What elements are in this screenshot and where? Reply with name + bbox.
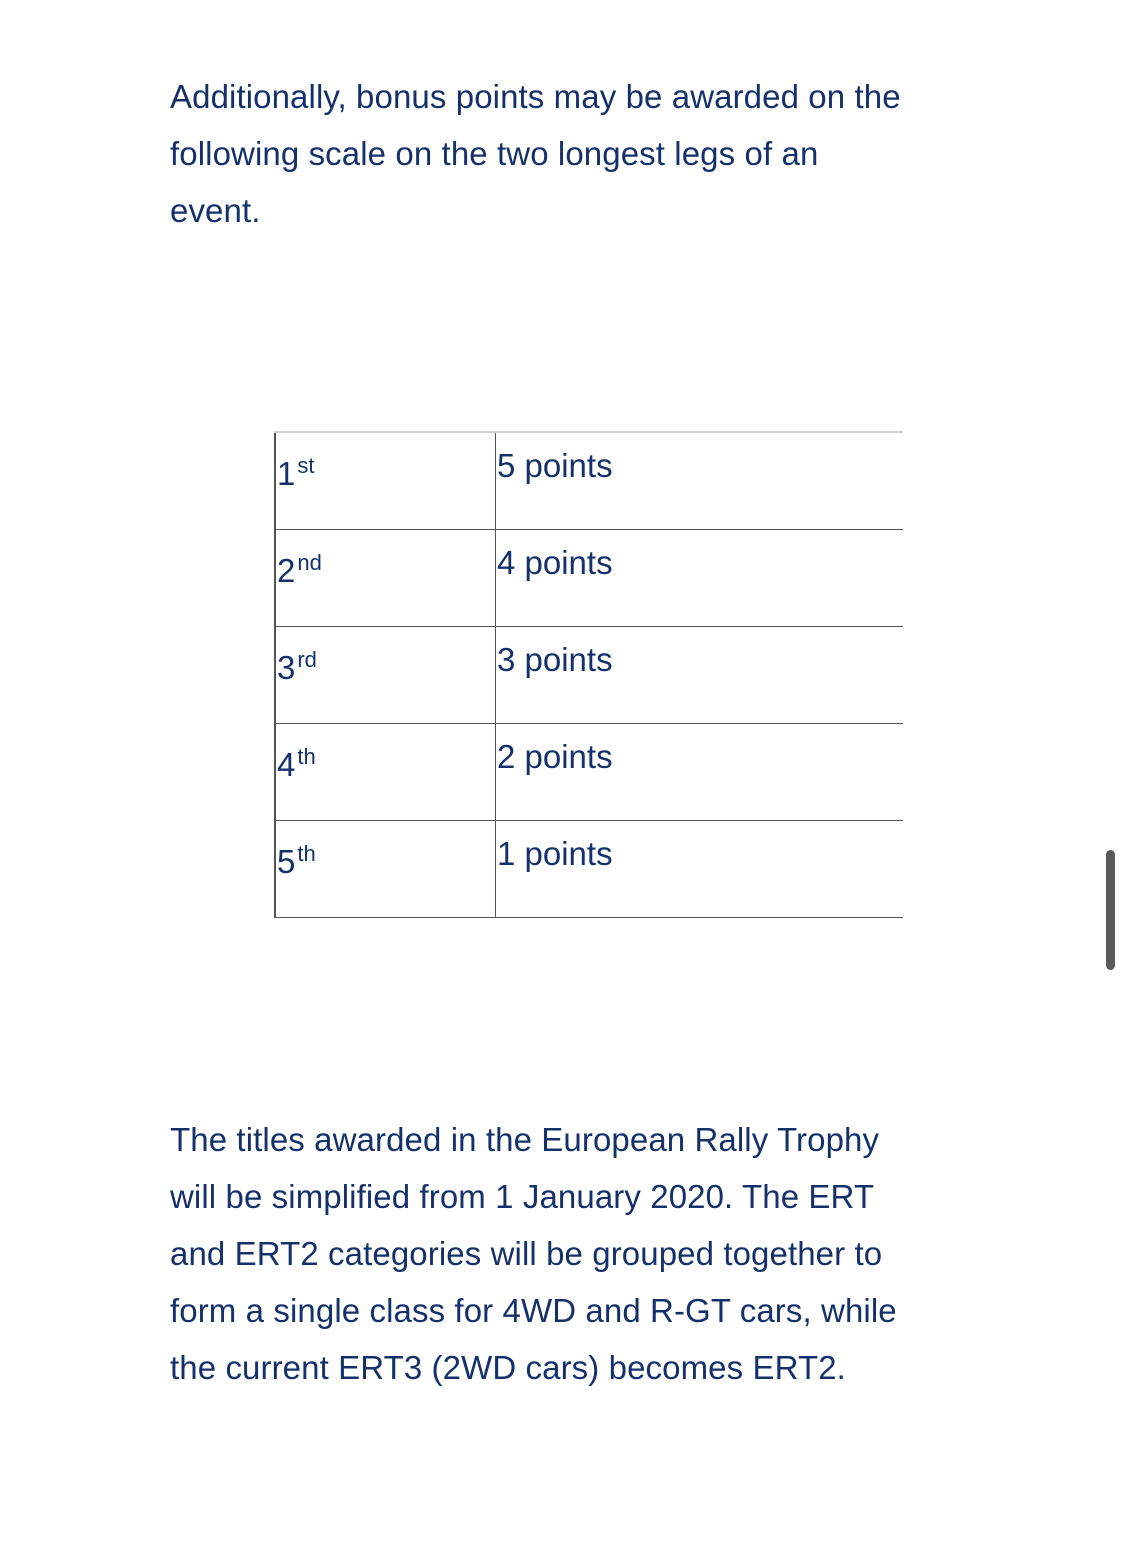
- table-row: [275, 627, 903, 724]
- points-cell: [496, 724, 904, 821]
- position-suffix: th: [297, 841, 316, 866]
- position-cell: [275, 627, 496, 724]
- points-cell: [496, 821, 904, 918]
- position-cell: [275, 724, 496, 821]
- points-value: 4 points: [497, 544, 613, 581]
- closing-paragraph: The titles awarded in the European Rally Trophy will be simplified from 1 January 2020. The ERT and ERT2 categories will be grouped together to form a single class for 4WD and R-GT cars, while the current ERT3 (2WD cars) becomes ERT2.: [170, 1121, 897, 1386]
- position-suffix: nd: [297, 550, 322, 575]
- points-cell: [496, 432, 904, 530]
- position-cell: [275, 530, 496, 627]
- position-cell: [275, 821, 496, 918]
- position-number: 1: [277, 455, 296, 492]
- position-suffix: rd: [297, 647, 317, 672]
- position-cell: [275, 432, 496, 530]
- bonus-points-table: [274, 431, 903, 918]
- position-number: 5: [277, 843, 296, 880]
- table-row: [275, 724, 903, 821]
- points-cell: [496, 530, 904, 627]
- points-value: 1 points: [497, 835, 613, 872]
- intro-paragraph: Additionally, bonus points may be awarded on the following scale on the two longest legs of an event.: [170, 78, 901, 229]
- position-number: 3: [277, 649, 296, 686]
- points-cell: [496, 627, 904, 724]
- position-suffix: th: [297, 744, 316, 769]
- vertical-scrollbar[interactable]: [1106, 850, 1115, 970]
- position-number: 4: [277, 746, 296, 783]
- position-number: 2: [277, 552, 296, 589]
- position-suffix: st: [297, 453, 315, 478]
- points-value: 2 points: [497, 738, 613, 775]
- points-value: 5 points: [497, 447, 613, 484]
- points-value: 3 points: [497, 641, 613, 678]
- table-row: [275, 821, 903, 918]
- table-row: [275, 530, 903, 627]
- table-row: [275, 432, 903, 530]
